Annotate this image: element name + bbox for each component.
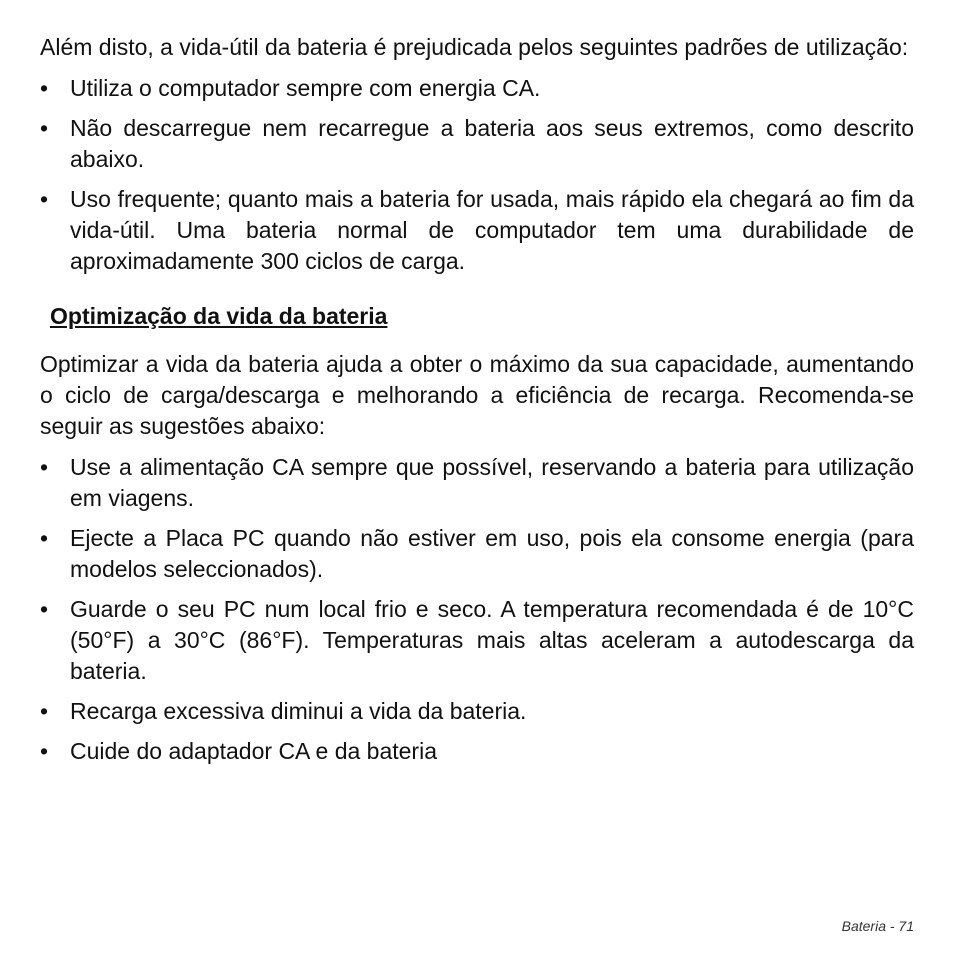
list-item-text: Guarde o seu PC num local frio e seco. A temperatura recomendada é de 10°C (50°F) a 30°C (86°F). Temperaturas mais altas aceleram a autodescarga da bateria. <box>70 596 914 684</box>
list-item <box>40 73 914 104</box>
list-item-text: Cuide do adaptador CA e da bateria <box>70 738 437 764</box>
bullet-icon: • <box>40 596 49 622</box>
bullet-icon: • <box>40 698 49 724</box>
list-item <box>40 594 914 687</box>
list-item <box>40 452 914 514</box>
intro-paragraph: Além disto, a vida-útil da bateria é prejudicada pelos seguintes padrões de utilização: <box>40 34 909 60</box>
list-item-text: Uso frequente; quanto mais a bateria for usada, mais rápido ela chegará ao fim da vida-útil. Uma bateria normal de computador tem uma durabilidade de aproximadamente 300 ciclos de carga. <box>70 186 914 274</box>
bullet-icon: • <box>40 738 49 764</box>
usage-pattern-list <box>40 73 914 277</box>
list-item <box>40 184 914 277</box>
list-item-text: Ejecte a Placa PC quando não estiver em uso, pois ela consome energia (para modelos seleccionados). <box>70 525 914 582</box>
bullet-icon: • <box>40 115 49 141</box>
list-item-text: Recarga excessiva diminui a vida da bateria. <box>70 698 527 724</box>
bullet-icon: • <box>40 454 49 480</box>
page-footer: Bateria - 71 <box>841 918 914 934</box>
bullet-icon: • <box>40 186 49 212</box>
section-heading: Optimização da vida da bateria <box>50 303 388 329</box>
tips-list <box>40 452 914 767</box>
list-item-text: Use a alimentação CA sempre que possível, reservando a bateria para utilização em viagens. <box>70 454 914 511</box>
bullet-icon: • <box>40 525 49 551</box>
list-item-text: Não descarregue nem recarregue a bateria aos seus extremos, como descrito abaixo. <box>70 115 914 172</box>
list-item <box>40 736 914 767</box>
list-item-text: Utiliza o computador sempre com energia CA. <box>70 75 541 101</box>
list-item <box>40 523 914 585</box>
document-page <box>40 32 914 776</box>
list-item <box>40 113 914 175</box>
section-intro-paragraph: Optimizar a vida da bateria ajuda a obter o máximo da sua capacidade, aumentando o ciclo de carga/descarga e melhorando a eficiência de recarga. Recomenda-se seguir as sugestões abaixo: <box>40 351 914 439</box>
bullet-icon: • <box>40 75 49 101</box>
list-item <box>40 696 914 727</box>
